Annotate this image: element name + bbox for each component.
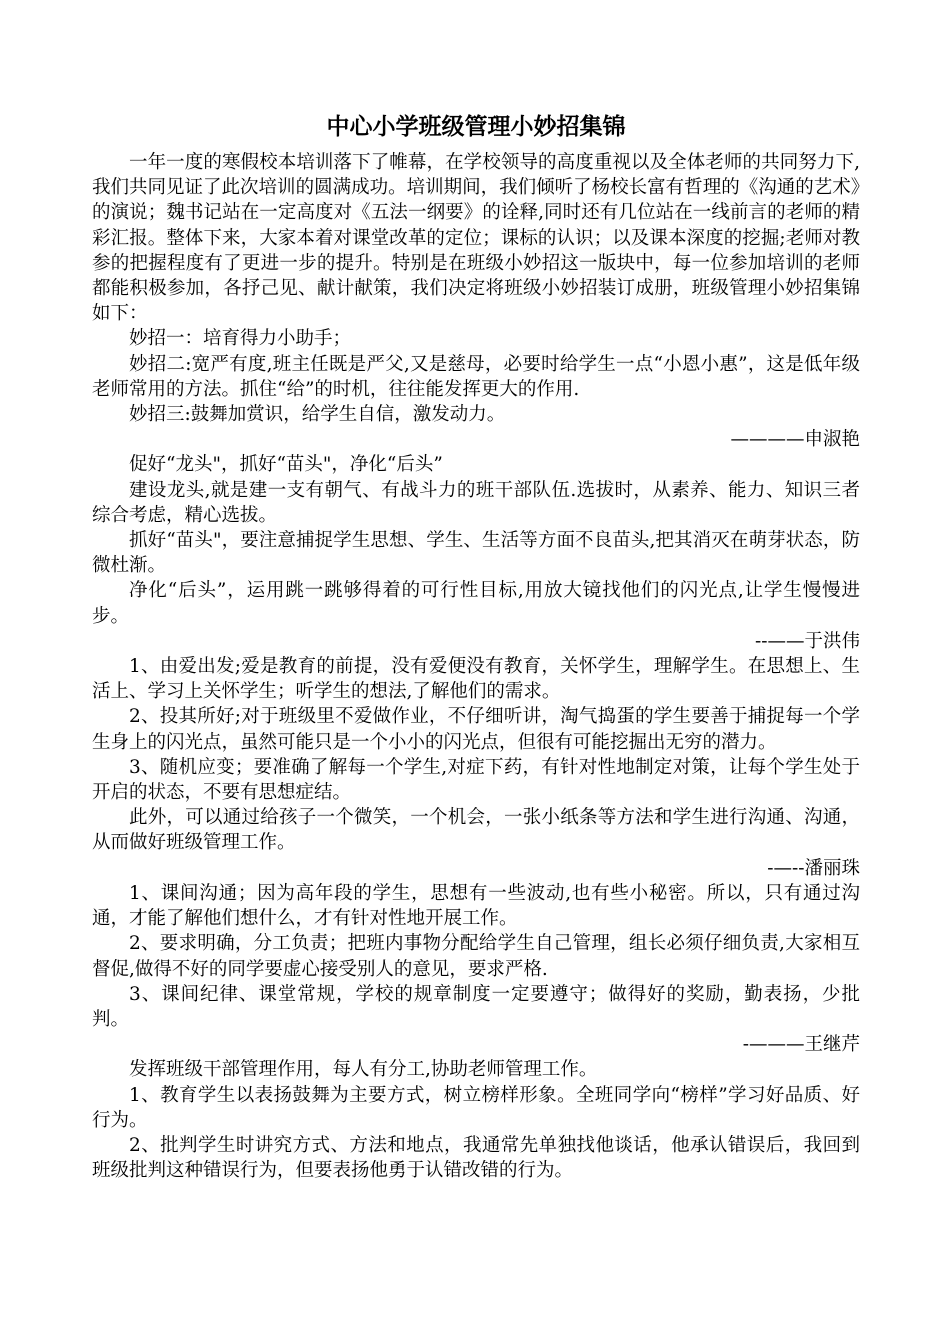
- paragraph: 抓好“苗头"，要注意捕捉学生思想、学生、生活等方面不良苗头,把其消灭在萌芽状态，防微杜渐。: [92, 530, 860, 577]
- paragraph: 发挥班级干部管理作用，每人有分工,协助老师管理工作。: [129, 1059, 598, 1081]
- paragraph: 建设龙头,就是建一支有朝气、有战斗力的班干部队伍.选拔时，从素养、能力、知识三者综合考虑，精心选拔。: [92, 479, 860, 526]
- author-signature: -—--潘丽珠: [767, 857, 860, 879]
- document-page: [92, 108, 860, 1183]
- paragraph: 1、由爱出发;爱是教育的前提，没有爱便没有教育，关怀学生，理解学生。在思想上、生活上、学习上关怀学生；听学生的想法,了解他们的需求。: [92, 656, 860, 703]
- paragraph: 妙招一：培育得力小助手；: [129, 328, 352, 350]
- paragraph: 一年一度的寒假校本培训落下了帷幕，在学校领导的高度重视以及全体老师的共同努力下,我们共同见证了此次培训的圆满成功。培训期间，我们倾听了杨校长富有哲理的《沟通的艺术》的演说；魏书记站在一定高度对《五法一纲要》的诠释,同时还有几位站在一线前言的老师的精彩汇报。整体下来，大家本着对课堂改革的定位；课标的认识；以及课本深度的挖掘;老师对教参的把握程度有了更进一步的提升。特别是在班级小妙招这一版块中，每一位参加培训的老师都能积极参加，各抒己见、献计献策，我们决定将班级小妙招装订成册，班级管理小妙招集锦如下：: [92, 152, 860, 325]
- document-title: 中心小学班级管理小妙招集锦: [326, 114, 626, 140]
- author-signature: -———王继芹: [742, 1034, 860, 1056]
- paragraph: 1、课间沟通；因为高年段的学生，思想有一些波动,也有些小秘密。所以，只有通过沟通，才能了解他们想什么，才有针对性地开展工作。: [92, 882, 860, 930]
- paragraph: 1、教育学生以表扬鼓舞为主要方式，树立榜样形象。全班同学向“榜样”学习好品质、好行为。: [92, 1084, 860, 1131]
- paragraph: 2、要求明确，分工负责；把班内事物分配给学生自己管理，组长必须仔细负责,大家相互督促,做得不好的同学要虚心接受别人的意见，要求严格.: [92, 933, 860, 980]
- paragraph: 2、批判学生时讲究方式、方法和地点，我通常先单独找他谈话，他承认错误后，我回到班级批判这种错误行为，但要表扬他勇于认错改错的行为。: [92, 1134, 860, 1182]
- author-signature: ————申淑艳: [730, 429, 860, 451]
- author-signature: --——于洪伟: [754, 630, 860, 652]
- paragraph: 3、课间纪律、课堂常规，学校的规章制度一定要遵守；做得好的奖励，勤表扬，少批判。: [92, 983, 860, 1030]
- paragraph: 2、投其所好;对于班级里不爱做作业，不仔细听讲，淘气捣蛋的学生要善于捕捉每一个学生身上的闪光点，虽然可能只是一个小小的闪光点，但很有可能挖掘出无穷的潜力。: [92, 706, 860, 753]
- paragraph: 净化“后头”，运用跳一跳够得着的可行性目标,用放大镜找他们的闪光点,让学生慢慢进步。: [92, 580, 860, 627]
- paragraph: 妙招三:鼓舞加赏识，给学生自信，激发动力。: [129, 404, 506, 426]
- document-body: [92, 150, 860, 1183]
- paragraph: 此外，可以通过给孩子一个微笑，一个机会，一张小纸条等方法和学生进行沟通、沟通，从而做好班级管理工作。: [92, 807, 860, 854]
- paragraph: 妙招二:宽严有度,班主任既是严父,又是慈母，必要时给学生一点“小恩小惠”，这是低年级老师常用的方法。抓住“给”的时机，往往能发挥更大的作用.: [92, 353, 860, 400]
- paragraph: 3、随机应变；要准确了解每一个学生,对症下药，有针对性地制定对策，让每个学生处于开启的状态，不要有思想症结。: [92, 756, 860, 804]
- paragraph: 促好“龙头"，抓好“苗头"，净化“后头”: [129, 454, 443, 476]
